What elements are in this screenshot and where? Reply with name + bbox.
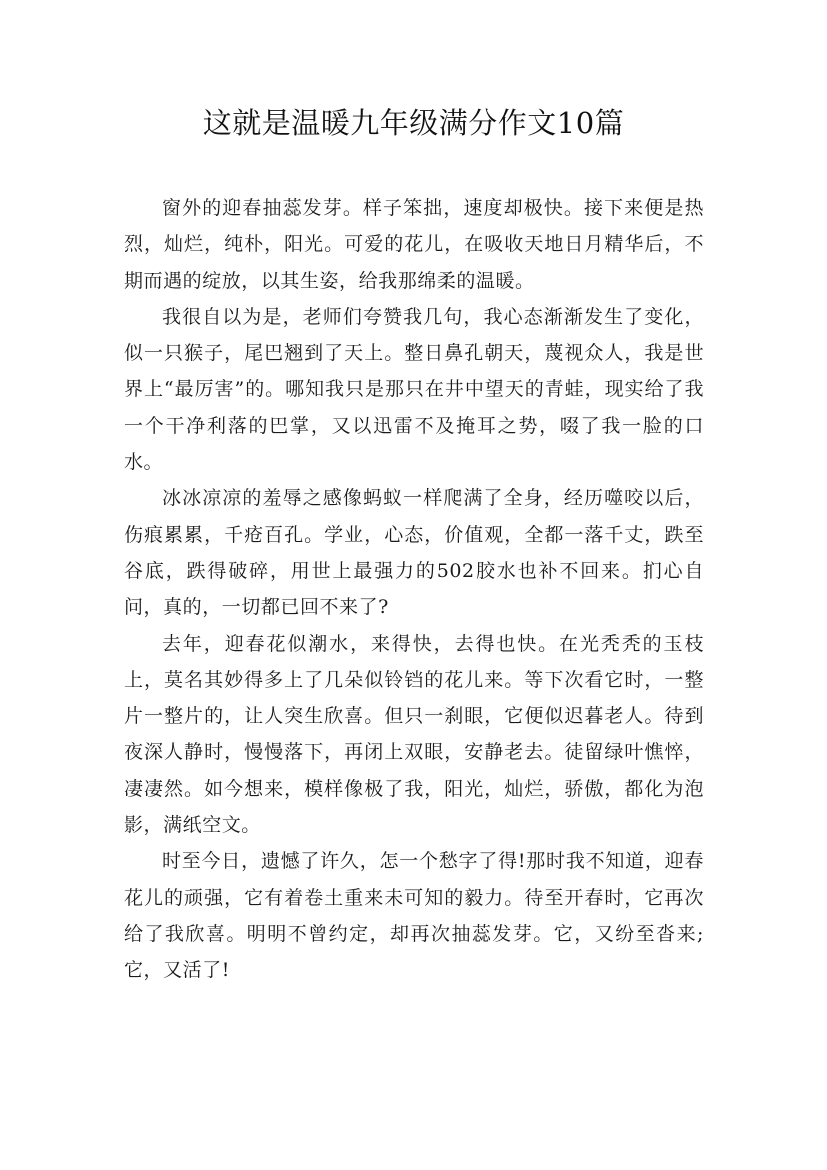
paragraph-1: 窗外的迎春抽蕊发芽。样子笨拙，速度却极快。接下来便是热烈，灿烂，纯朴，阳光。可爱的花儿，在吸收天地日月精华后，不期而遇的绽放，以其生姿，给我那绵柔的温暖。 (124, 197, 704, 292)
paragraph-3: 冰冰凉凉的羞辱之感像蚂蚁一样爬满了全身，经历噬咬以后，伤痕累累，千疮百孔。学业，心态，价值观，全都一落千丈，跌至谷底，跌得破碎，用世上最强力的502胶水也补不回来。扪心自问，真的，一切都已回不来了? (124, 487, 704, 619)
paragraph-2: 我很自以为是，老师们夸赞我几句，我心态渐渐发生了变化，似一只猴子，尾巴翘到了天上。整日鼻孔朝天，蔑视众人，我是世界上“最厉害”的。哪知我只是那只在井中望天的青蛙，现实给了我一个干净利落的巴掌，又以迅雷不及掩耳之势，啜了我一脸的口水。 (124, 305, 704, 474)
paragraph-4: 去年，迎春花似潮水，来得快，去得也快。在光秃秃的玉枝上，莫名其妙得多上了几朵似铃铛的花儿来。等下次看它时，一整片一整片的，让人突生欣喜。但只一刹眼，它便似迟暮老人。待到夜深人静时，慢慢落下，再闭上双眼，安静老去。徒留绿叶憔悴，凄凄然。如今想来，模样像极了我，阳光，灿烂，骄傲，都化为泡影，满纸空文。 (124, 632, 704, 837)
document-body (124, 190, 704, 989)
document-title: 这就是温暖九年级满分作文10篇 (202, 106, 625, 140)
paragraph-5: 时至今日，遗憾了许久，怎一个愁字了得!那时我不知道，迎春花儿的顽强，它有着卷土重来未可知的毅力。待至开春时，它再次给了我欣喜。明明不曾约定，却再次抽蕊发芽。它，又纷至沓来;它，又活了! (124, 850, 704, 982)
